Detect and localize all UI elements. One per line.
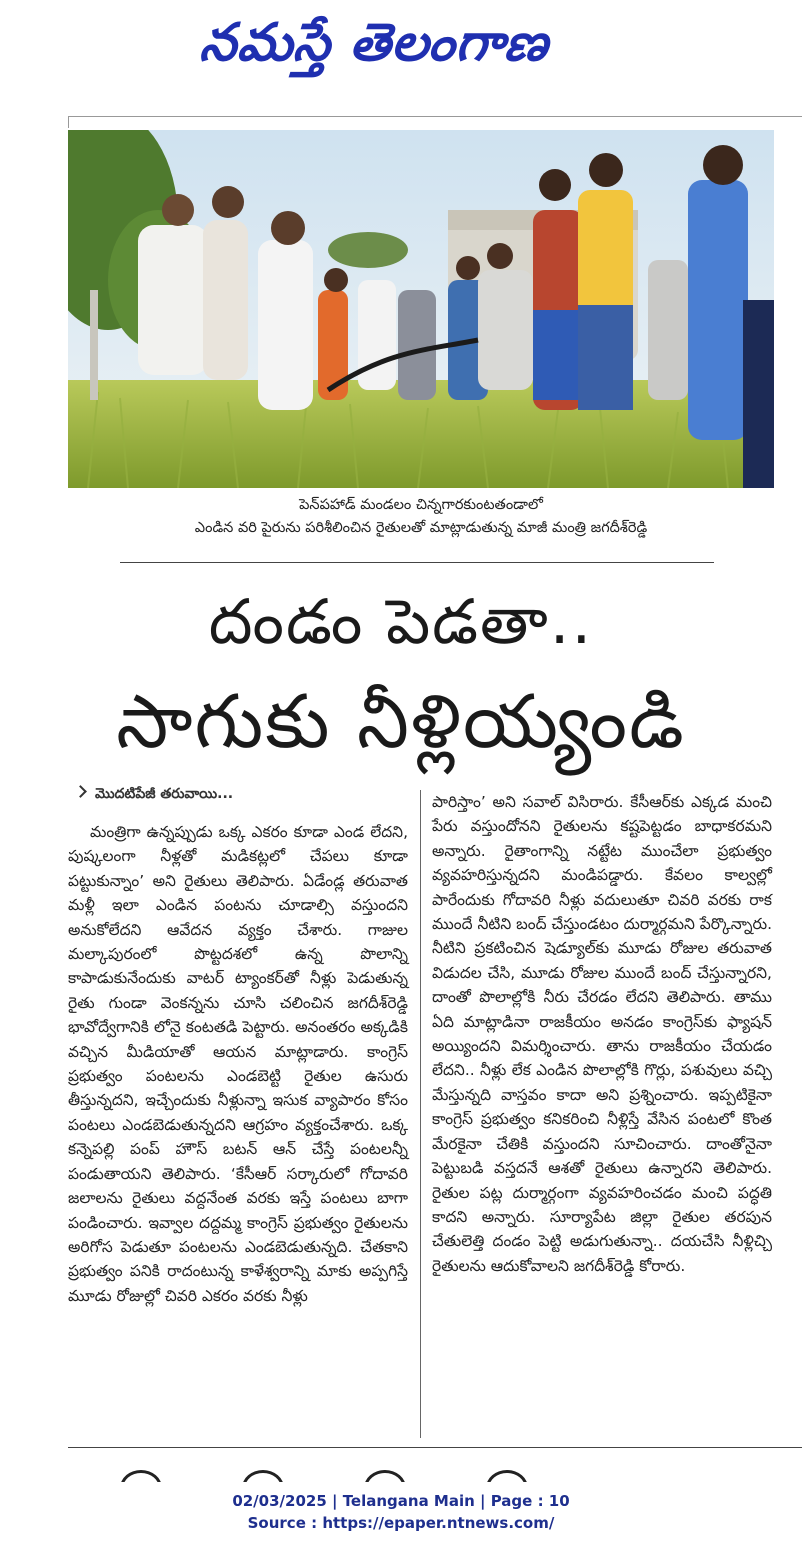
page-footer	[0, 1490, 802, 1534]
top-rule-tick	[68, 116, 69, 128]
photo-caption	[68, 494, 774, 540]
top-rule	[68, 116, 802, 117]
continued-tag	[76, 786, 233, 805]
bottom-rule	[68, 1447, 802, 1448]
article-column-left: మంత్రిగా ఉన్నప్పుడు ఒక్క ఎకరం కూడా ఎండ లేదని, పుష్కలంగా నీళ్లతో మడికట్లలో చేపలు కూడా పట్టుకున్నాం’ అని రైతులు తెలిపారు. ఏడేండ్ల తరువాత మళ్లీ ఇలా ఎండిన పంటను చూడాల్సి వస్తుందని అనుకోలేదని ఆవేదన వ్యక్తం చేశారు. గాజుల మల్కాపురంలో పొట్టదశలో ఉన్న పొలాన్ని కాపాడుకునేందుకు వాటర్ ట్యాంకర్‌తో నీళ్లు పెడుతున్న రైతు గుండా వెంకన్నను చూసి చలించిన జగదీశ్‌రెడ్డి భావోద్వేగానికి లోనై కంటతడి పెట్టారు. అనంతరం అక్కడికి వచ్చిన మీడియాతో ఆయన మాట్లాడారు. కాంగ్రెస్ ప్రభుత్వం పంటలను ఎండబెట్టి రైతుల ఉసురు తీస్తున్నదని, ఇచ్చేందుకు నీళ్లున్నా ఇసుక వ్యాపారం కోసం పంటలు ఎండబెడుతున్నదని ఆగ్రహం వ్యక్తంచేశారు. ఒక్క కన్నెపల్లి పంప్ హౌస్ బటన్ ఆన్ చేస్తే పంటలన్నీ పండుతాయని తెలిపారు. ‘కేసీఆర్ సర్కారులో గోదావరి జలాలను రైతులు వద్దనేంత వరకు ఇస్తే పంటలు బాగా పండించారు. ఇవ్వాల దద్దమ్మ కాంగ్రెస్ ప్రభుత్వం రైతులను అరిగోస పెడుతూ పంటలను ఎండబెడుతున్నది. చేతకాని ప్రభుత్వం పనికి రాదంటున్న కాళేశ్వరాన్ని మాకు అప్పగిస్తే మూడు రోజుల్లో చివరి ఎకరం వరకు నీళ్లు	[68, 823, 408, 1305]
caption-line-2: ఎండిన వరి పైరును పరిశీలించిన రైతులతో మాట్లాడుతున్న మాజీ మంత్రి జగదీశ్‌రెడ్డి	[194, 520, 648, 536]
masthead-title: నమస్తే తెలంగాణ	[197, 13, 551, 73]
caption-line-1: పెన్‌పహాడ్ మండలం చిన్నగారకుంటతండాలో	[299, 497, 543, 513]
masthead	[0, 0, 802, 100]
next-article-cropped-heading	[120, 1462, 680, 1482]
headline-line-2: సాగుకు నీళ్లియ్యండి	[116, 679, 686, 765]
continued-tag-label: మొదటిపేజీ తరువాయి...	[95, 786, 234, 802]
footer-date-edition: 02/03/2025 | Telangana Main | Page : 10	[232, 1492, 570, 1510]
caption-rule	[120, 562, 714, 563]
footer-source: Source : https://epaper.ntnews.com/	[247, 1514, 555, 1532]
column-divider	[420, 790, 421, 1438]
article-column-right: పారిస్తాం’ అని సవాల్ విసిరారు. కేసీఆర్‌కు ఎక్కడ మంచి పేరు వస్తుందోనని రైతులను కష్టపెట్టడం బాధాకరమని అన్నారు. రైతాంగాన్ని నట్టేట ముంచేలా ప్రభుత్వం వ్యవహరిస్తున్నదని మండిపడ్డారు. కేవలం కాల్వల్లో పారేందుకు గోదావరి నీళ్లు వదులుతూ చివరి వరకు రాక ముందే నీటిని బంద్ చేస్తుండటం దుర్మార్గమని పేర్కొన్నారు. నీటిని ప్రకటించిన షెడ్యూల్‌కు మూడు రోజుల తరువాత విడుదల చేసి, మూడు రోజుల ముందే బంద్ చేస్తున్నారని, దాంతో పొలాల్లోకి నీరు చేరడం లేదని తెలిపారు. తాము ఏది మాట్లాడినా రాజకీయం అనడం కాంగ్రెస్‌కు ఫ్యాషన్ అయ్యిందని విమర్శించారు. తాను రాజకీయం చేయడం లేదని.. నీళ్లు లేక ఎండిన పొలాల్లోకి గొర్లు, పశువులు వచ్చి మేస్తున్నది వాస్తవం కాదా అని ప్రశ్నించారు. ఇప్పటికైనా కాంగ్రెస్ ప్రభుత్వం కనికరించి నీళ్లిస్తే వేసిన పంటలో కొంత మేరకైనా చేతికి వస్తుందని సూచించారు. దాంతోనైనా పెట్టుబడి వస్తదనే ఆశతో రైతులు ఉన్నారని తెలిపారు. రైతుల పట్ల దుర్మార్గంగా వ్యవహరించడం మంచి పద్ధతి కాదని అన్నారు. సూర్యాపేట జిల్లా రైతుల తరపున చేతులెత్తి దండం పెట్టి అడుగుతున్నా.. దయచేసి నీళ్లిచ్చి రైతులను ఆదుకోవాలని జగదీశ్‌రెడ్డి కోరారు.	[432, 793, 772, 1275]
headline-line-1: దండం పెడతా..	[208, 585, 594, 658]
news-photo	[68, 130, 774, 488]
chevron-right-icon	[74, 785, 87, 798]
